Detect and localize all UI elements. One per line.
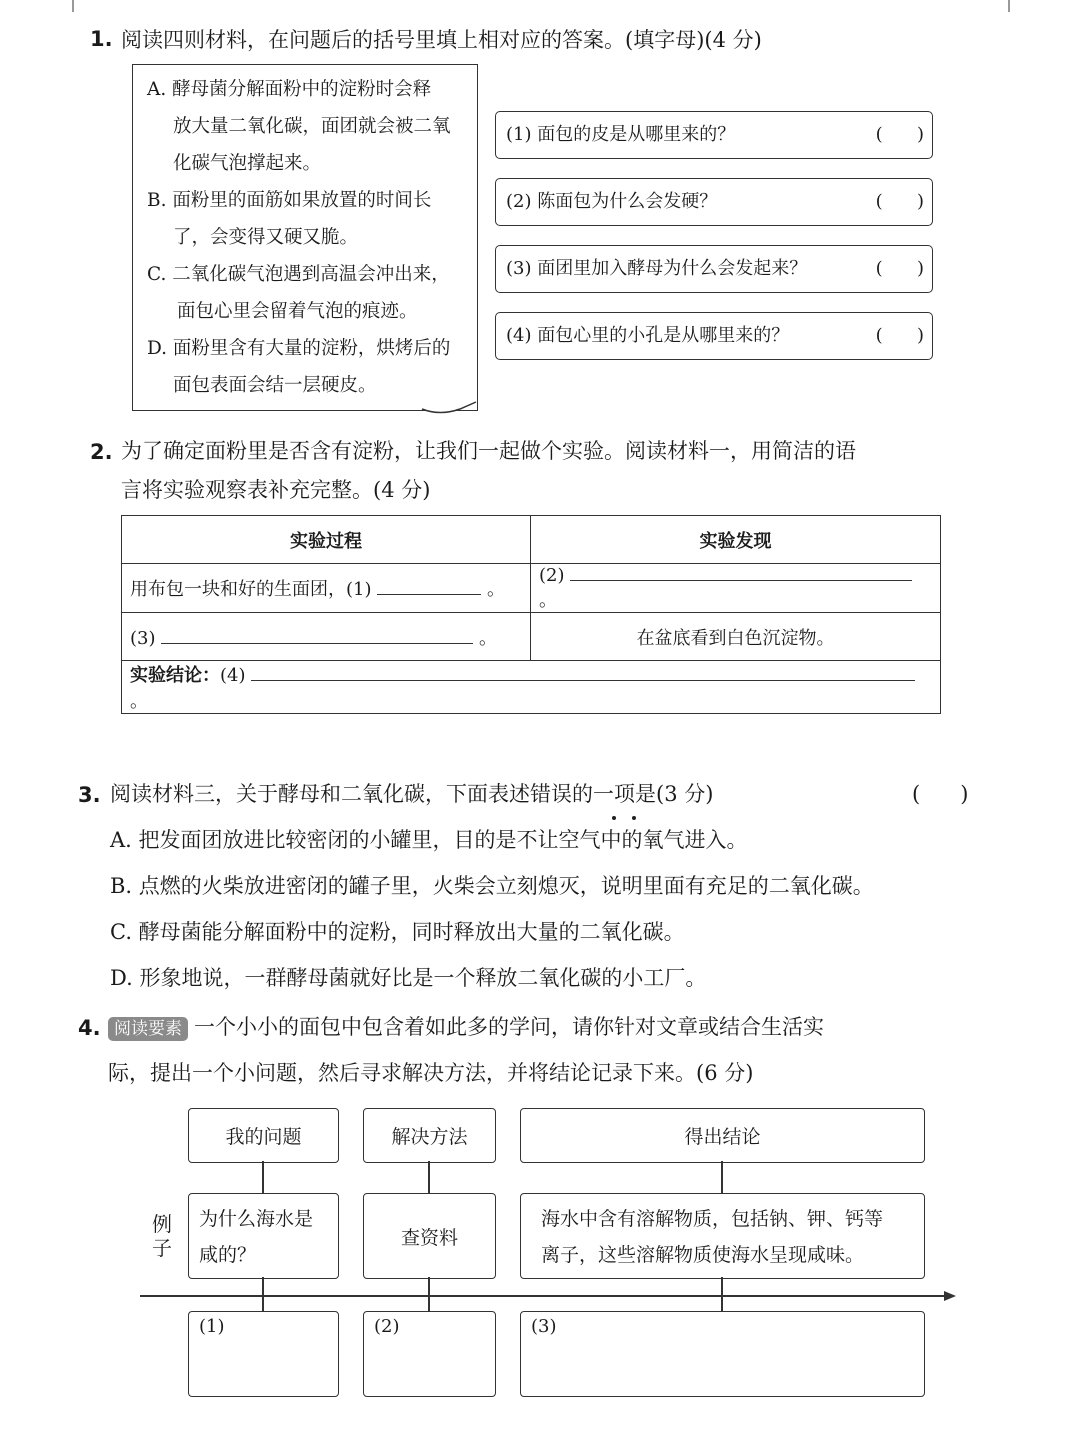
answer-blank[interactable]: ( )	[875, 191, 924, 212]
example-question-l1: 为什么海水是	[199, 1208, 314, 1230]
page-curl-icon	[420, 398, 480, 420]
q2-number: 2.	[90, 440, 113, 464]
material-line: 了，会变得又硬又脆。	[173, 227, 359, 248]
question-text: (2) 陈面包为什么会发硬？	[506, 191, 718, 212]
period: 。	[486, 579, 505, 600]
emphasis-dot	[612, 816, 616, 820]
table-header: 实验发现	[531, 516, 941, 564]
arrow-head-icon	[944, 1289, 958, 1303]
table-header: 实验过程	[122, 516, 531, 564]
blank-label: (1)	[199, 1316, 225, 1337]
material-line: C. 二氧化碳气泡遇到高温会冲出来，	[147, 264, 450, 285]
header-my-question: 我的问题	[188, 1108, 339, 1163]
connector	[428, 1161, 430, 1193]
q1-question-2	[495, 178, 933, 226]
example-conclusion-l1: 海水中含有溶解物质，包括钠、钾、钙等	[541, 1208, 884, 1230]
q3-number: 3.	[78, 783, 101, 807]
question-text: (1) 面包的皮是从哪里来的？	[506, 124, 736, 145]
material-line: B. 面粉里的面筋如果放置的时间长	[147, 190, 432, 211]
blank-4[interactable]	[251, 664, 915, 681]
q3-option-a[interactable]: A. 把发面团放进比较密闭的小罐里，目的是不让空气中的氧气进入。	[110, 828, 748, 852]
reading-element-tag: 阅读要素	[108, 1017, 188, 1041]
example-label: 例子	[152, 1212, 172, 1260]
table-cell	[122, 613, 531, 661]
q2-observation-table	[121, 515, 941, 714]
material-line: A. 酵母菌分解面粉中的淀粉时会释	[147, 79, 432, 100]
material-line: 化碳气泡撑起来。	[173, 153, 322, 174]
conclusion-label: 实验结论：	[130, 665, 220, 686]
header-conclusion: 得出结论	[520, 1108, 925, 1163]
q1-question-1	[495, 111, 933, 159]
table-cell	[122, 564, 531, 613]
question-text: (3) 面团里加入酵母为什么会发起来？	[506, 258, 808, 279]
period: 。	[478, 627, 497, 649]
emphasis-dot	[632, 816, 636, 820]
connector	[262, 1161, 264, 1193]
q2-prompt-line1: 为了确定面粉里是否含有淀粉，让我们一起做个实验。阅读材料一，用简洁的语	[121, 439, 856, 463]
blank-1[interactable]	[377, 578, 481, 595]
row1-left-text: 用布包一块和好的生面团，(1)	[130, 579, 372, 600]
example-method-box: 查资料	[363, 1193, 496, 1279]
blank-label: (3)	[531, 1316, 557, 1337]
material-line: 放大量二氧化碳，面团就会被二氧	[173, 116, 451, 137]
table-cell: 在盆底看到白色沉淀物。	[531, 613, 941, 661]
period: 。	[130, 691, 148, 712]
q4-number: 4.	[78, 1016, 101, 1040]
q2-prompt-line2: 言将实验观察表补充完整。(4 分)	[121, 478, 431, 502]
q3-answer-blank[interactable]: ( )	[912, 782, 969, 806]
q3-option-c[interactable]: C. 酵母菌能分解面粉中的淀粉，同时释放出大量的二氧化碳。	[110, 920, 685, 944]
q1-prompt: 阅读四则材料，在问题后的括号里填上相对应的答案。(填字母)(4 分)	[121, 28, 762, 52]
material-line: 面包心里会留着气泡的痕迹。	[177, 301, 418, 322]
row2-left-text: (3)	[130, 627, 156, 649]
period: 。	[539, 590, 557, 611]
q4-prompt-line2: 际，提出一个小问题，然后寻求解决方法，并将结论记录下来。(6 分)	[108, 1061, 754, 1085]
connector	[428, 1277, 430, 1311]
q3-option-b[interactable]: B. 点燃的火柴放进密闭的罐子里，火柴会立刻熄灭，说明里面有充足的二氧化碳。	[110, 874, 874, 898]
question-text: (4) 面包心里的小孔是从哪里来的？	[506, 325, 790, 346]
blank-label: (2)	[374, 1316, 400, 1337]
q1-materials-box	[132, 64, 478, 411]
conclusion-num: (4)	[220, 665, 246, 686]
answer-blank[interactable]: ( )	[875, 124, 924, 145]
row1-right-text: (2)	[539, 565, 565, 586]
material-line: D. 面粉里含有大量的淀粉，烘烤后的	[147, 338, 451, 359]
table-cell	[531, 564, 941, 613]
q4-prompt-line1	[108, 1008, 824, 1046]
connector	[262, 1277, 264, 1311]
q1-question-3	[495, 245, 933, 293]
connector	[721, 1161, 723, 1193]
example-conclusion-box	[520, 1193, 925, 1279]
answer-box-question[interactable]	[188, 1311, 339, 1397]
q3-prompt: 阅读材料三，关于酵母和二氧化碳，下面表述错误的一项是(3 分)	[110, 782, 714, 806]
answer-box-method[interactable]	[363, 1311, 496, 1397]
table-cell	[122, 661, 941, 714]
answer-box-conclusion[interactable]	[520, 1311, 925, 1397]
example-question-box	[188, 1193, 339, 1279]
example-question-l2: 咸的？	[199, 1244, 257, 1266]
connector	[721, 1277, 723, 1311]
material-line: 面包表面会结一层硬皮。	[173, 375, 377, 396]
margin-mark-right	[1008, 0, 1010, 12]
answer-blank[interactable]: ( )	[875, 258, 924, 279]
q3-option-d[interactable]: D. 形象地说，一群酵母菌就好比是一个释放二氧化碳的小工厂。	[110, 966, 707, 990]
blank-3[interactable]	[161, 627, 473, 644]
q1-question-4	[495, 312, 933, 360]
q1-number: 1.	[90, 27, 113, 51]
example-conclusion-l2: 离子，这些溶解物质使海水呈现咸味。	[541, 1244, 865, 1266]
header-solution: 解决方法	[363, 1108, 496, 1163]
blank-2[interactable]	[570, 564, 912, 581]
margin-mark-left	[72, 0, 74, 12]
q4-prompt-text: 一个小小的面包中包含着如此多的学问，请你针对文章或结合生活实	[194, 1015, 824, 1039]
answer-blank[interactable]: ( )	[875, 325, 924, 346]
